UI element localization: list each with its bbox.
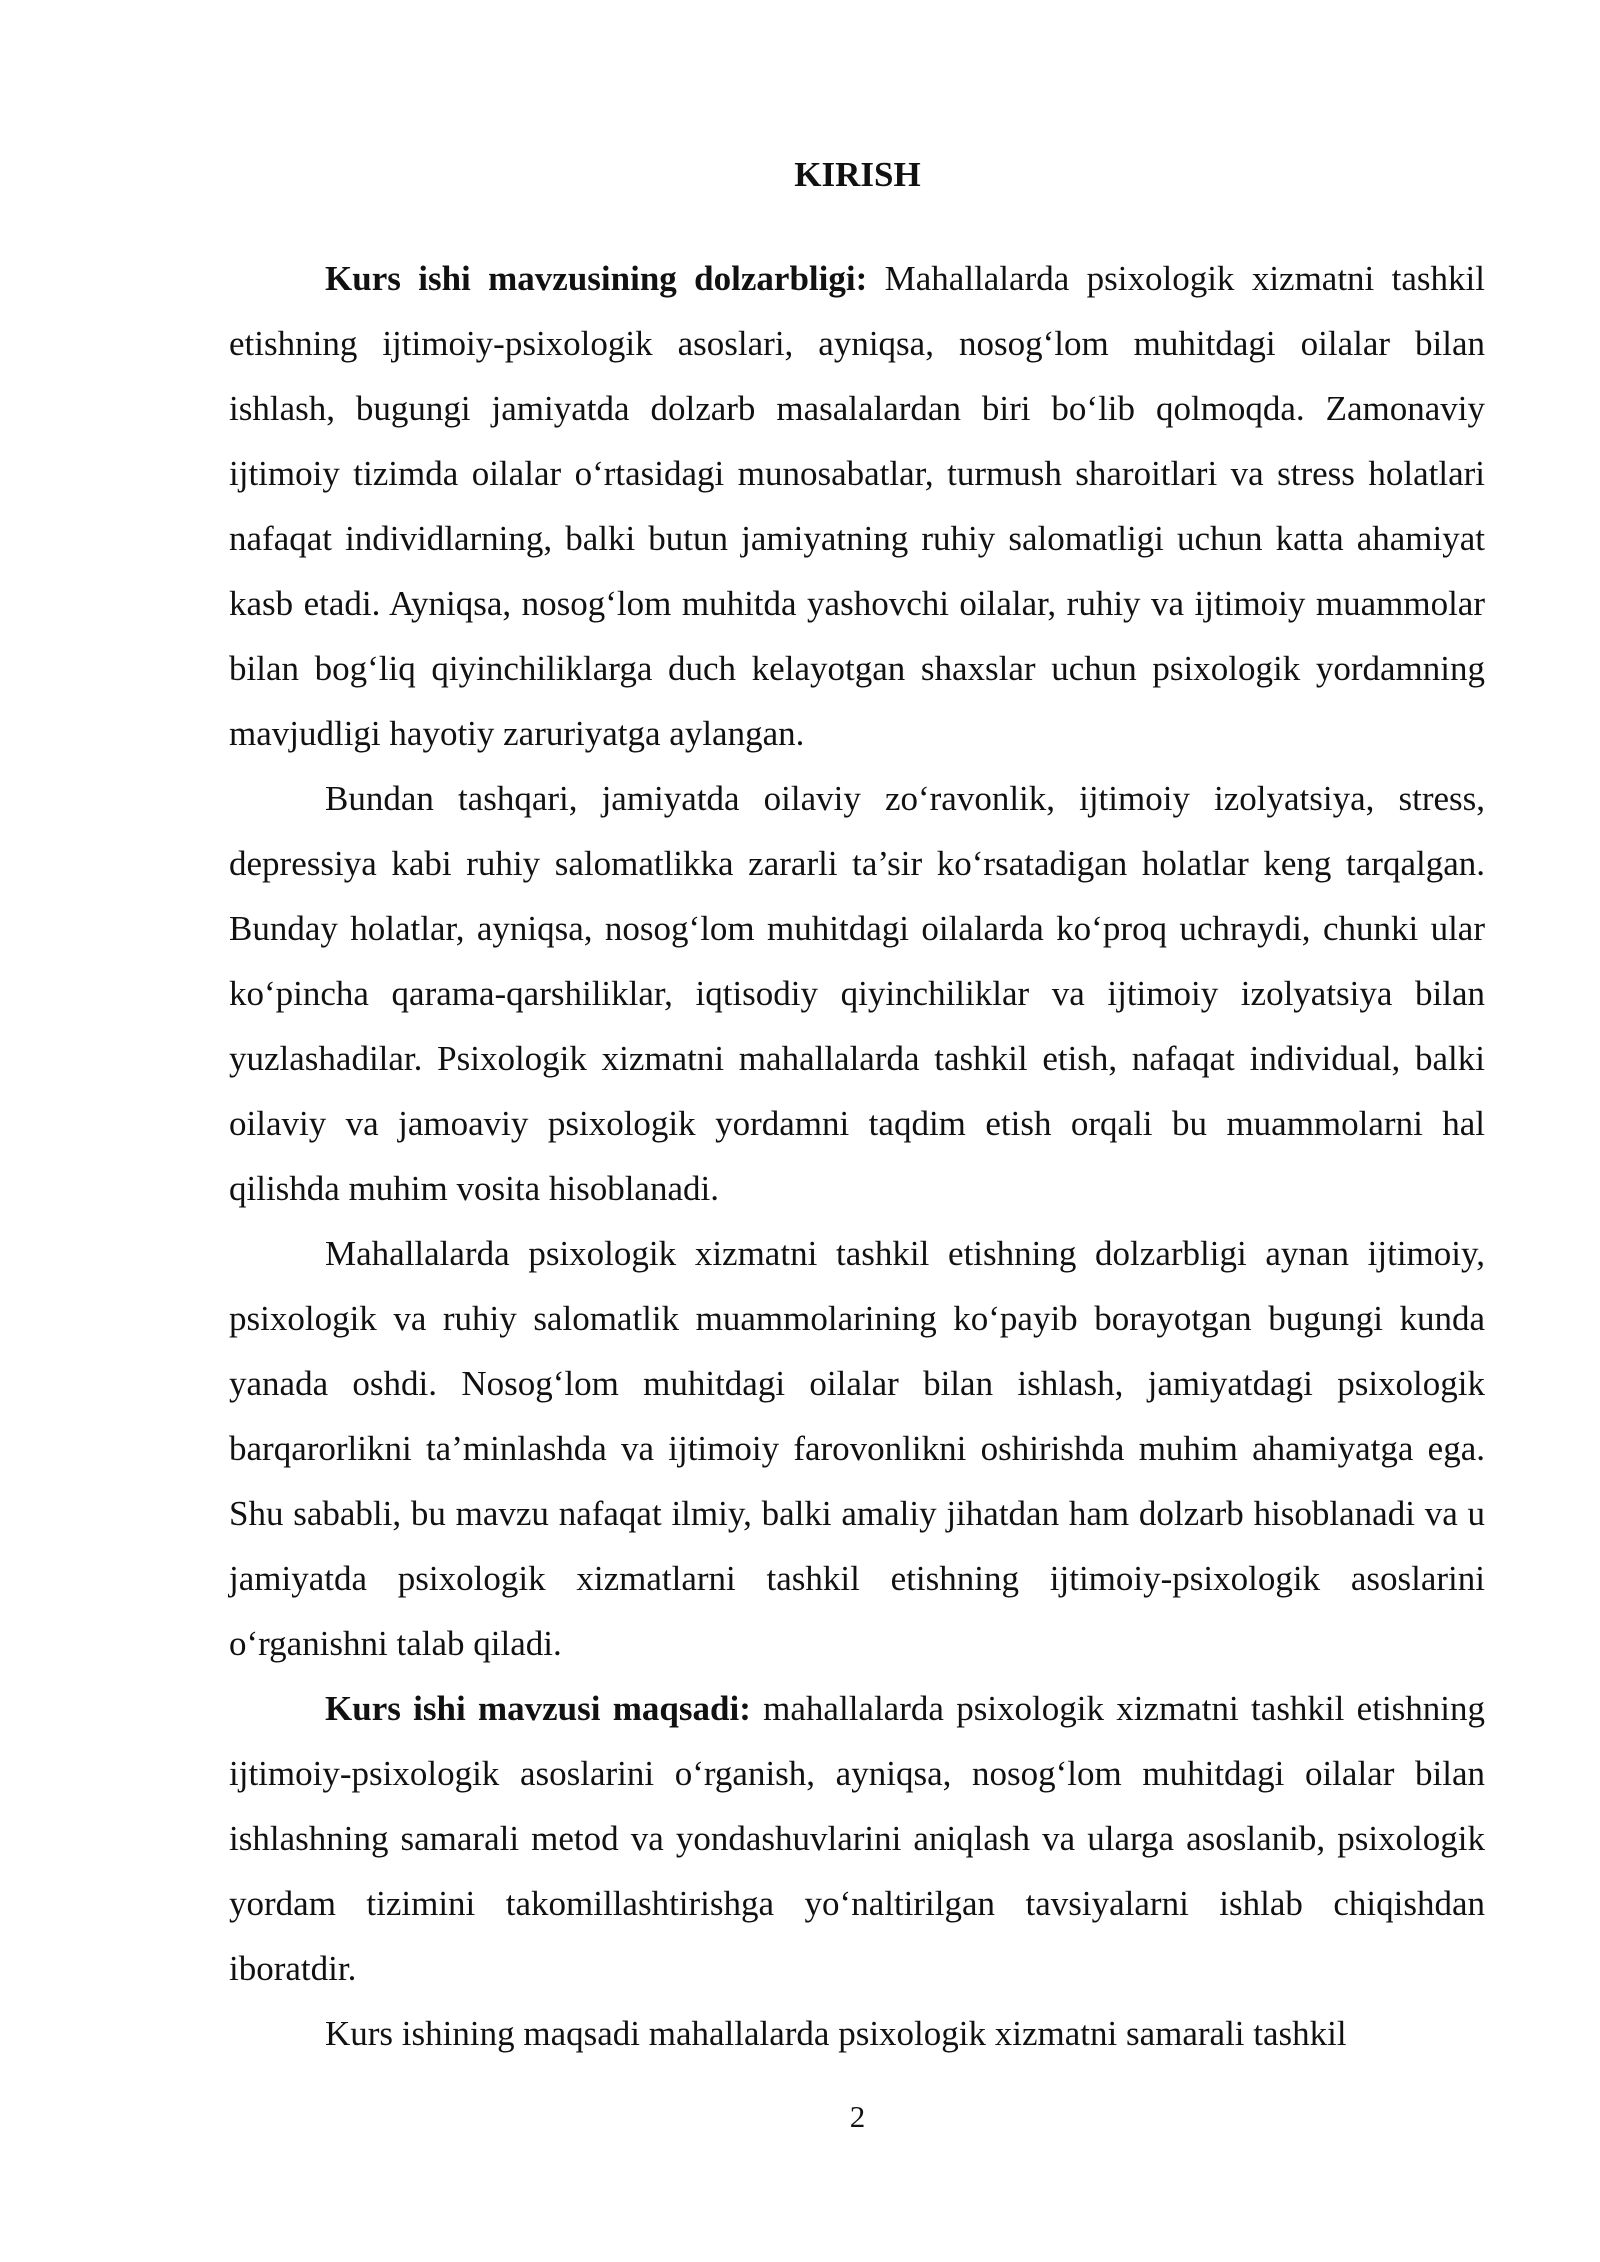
paragraph-text: mahallalarda psixologik xizmatni tashkil etishning ijtimoiy-psixologik asoslarini o‘rganish, ayniqsa, nosog‘lom muhitdagi oilalar bilan ishlashning samarali metod va yondashuvlarini aniqlash va ularga asoslanib, psixologik yordam tizimini takomillashtirishga yo‘naltirilgan tavsiyalarni ishlab chiqishdan iboratdir. bbox=[229, 1689, 1486, 1988]
paragraph-significance bbox=[229, 1221, 1485, 1676]
paragraph-text: Mahallalarda psixologik xizmatni tashkil etishning dolzarbligi aynan ijtimoiy, psixologik va ruhiy salomatlik muammolarining ko‘payib borayotgan bugungi kunda yanada oshdi. Nosog‘lom muhitdagi oilalar bilan ishlash, jamiyatdagi psixologik barqarorlikni ta’minlashda va ijtimoiy farovonlikni oshirishda muhim ahamiyatga ega. Shu sababli, bu mavzu nafaqat ilmiy, balki amaliy jihatdan ham dolzarb hisoblanadi va u jamiyatda psixologik xizmatlarni tashkil etishning ijtimoiy-psixologik asoslarini o‘rganishni talab qiladi. bbox=[229, 1234, 1485, 1663]
paragraph-text: Mahallalarda psixologik xizmatni tashkil etishning ijtimoiy-psixologik asoslari, ayniqsa, nosog‘lom muhitdagi oilalar bilan ishlash, bugungi jamiyatda dolzarb masalalardan biri bo‘lib qolmoqda. Zamonaviy ijtimoiy tizimda oilalar o‘rtasidagi munosabatlar, turmush sharoitlari va stress holatlari nafaqat individlarning, balki butun jamiyatning ruhiy salomatligi uchun katta ahamiyat kasb etadi. Ayniqsa, nosog‘lom muhitda yashovchi oilalar, ruhiy va ijtimoiy muammolar bilan bog‘liq qiyinchiliklarga duch kelayotgan shaxslar uchun psixologik yordamning mavjudligi hayotiy zaruriyatga aylangan. bbox=[229, 259, 1485, 753]
page-number: 2 bbox=[849, 2099, 866, 2134]
paragraph-lead: Kurs ishi mavzusi maqsadi: bbox=[325, 1689, 751, 1728]
paragraph-lead: Kurs ishi mavzusining dolzarbligi: bbox=[325, 259, 868, 298]
paragraph-purpose bbox=[229, 2001, 1485, 2066]
paragraph-additional bbox=[229, 766, 1485, 1221]
paragraph-text: Kurs ishining maqsadi mahallalarda psixologik xizmatni samarali tashkil bbox=[325, 2014, 1347, 2053]
document-body bbox=[229, 246, 1485, 2066]
paragraph-text: Bundan tashqari, jamiyatda oilaviy zo‘ravonlik, ijtimoiy izolyatsiya, stress, depressiya kabi ruhiy salomatlikka zararli ta’sir ko‘rsatadigan holatlar keng tarqalgan. Bunday holatlar, ayniqsa, nosog‘lom muhitdagi oilalarda ko‘proq uchraydi, chunki ular ko‘pincha qarama-qarshiliklar, iqtisodiy qiyinchiliklar va ijtimoiy izolyatsiya bilan yuzlashadilar. Psixologik xizmatni mahallalarda tashkil etish, nafaqat individual, balki oilaviy va jamoaviy psixologik yordamni taqdim etish orqali bu muammolarni hal qilishda muhim vosita hisoblanadi. bbox=[229, 779, 1485, 1208]
paragraph-relevance bbox=[229, 246, 1485, 766]
page-heading: KIRISH bbox=[794, 155, 921, 194]
paragraph-goal bbox=[229, 1676, 1485, 2001]
